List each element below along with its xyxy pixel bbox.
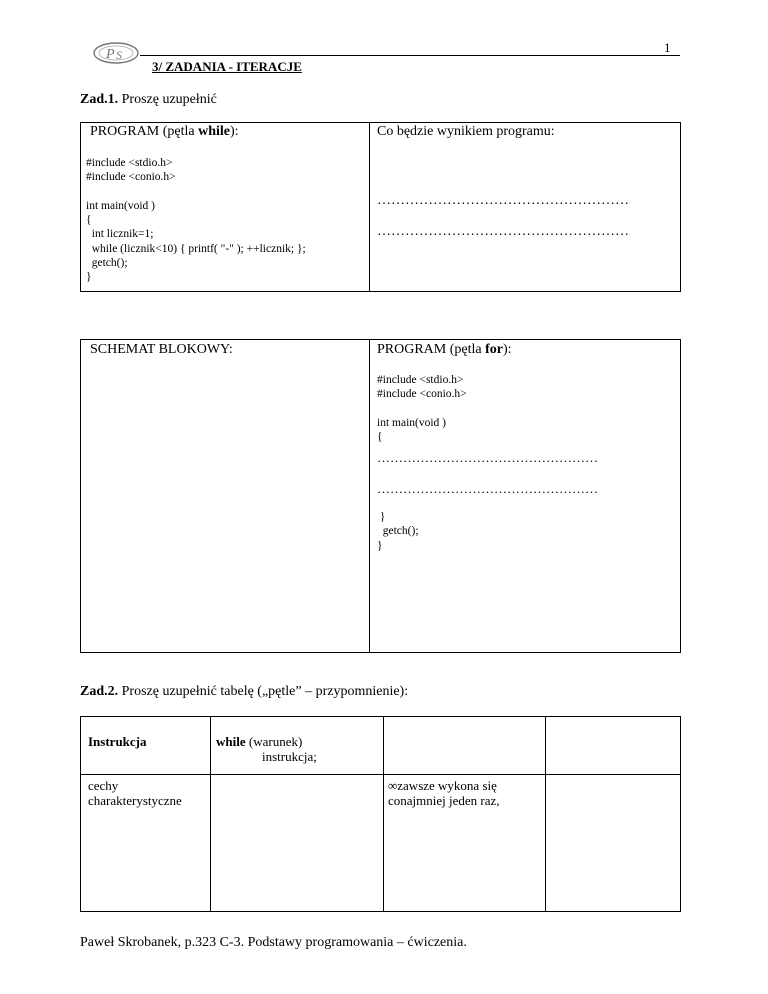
loops-table-col2 xyxy=(383,716,384,912)
loops-table-row-divider xyxy=(80,774,681,775)
for-program-header: PROGRAM (pętla for): xyxy=(377,342,512,357)
dowhile-feature-cell: ∞zawsze wykona się conajmniej jeden raz, xyxy=(388,778,500,808)
zad1-instruction: Proszę uzupełnić xyxy=(118,92,217,107)
svg-text:S: S xyxy=(116,48,122,62)
for-program-code-bottom: } getch(); } xyxy=(377,511,419,552)
result-answer-line-1[interactable]: ……………………………………………… xyxy=(377,193,629,208)
loops-table-col3 xyxy=(545,716,546,912)
result-header: Co będzie wynikiem programu: xyxy=(377,124,555,139)
for-answer-line-2[interactable]: …………………………………………… xyxy=(377,481,598,496)
zad1-table-bottom-divider xyxy=(369,339,370,653)
row-header-instrukcja: Instrukcja xyxy=(88,734,147,749)
zad1-title xyxy=(80,92,217,108)
for-answer-line-1[interactable]: …………………………………………… xyxy=(377,450,598,465)
zad1-label: Zad.1. xyxy=(80,92,119,107)
zad2-instruction: Proszę uzupełnić tabelę („pętle” – przypomnienie): xyxy=(118,684,409,699)
zad2-title xyxy=(80,684,408,700)
loops-table-col1 xyxy=(210,716,211,912)
page-number: 1 xyxy=(664,40,671,55)
svg-text:P: P xyxy=(106,47,115,62)
ps-logo-icon xyxy=(92,40,140,66)
footer-text: Paweł Skrobanek, p.323 C-3. Podstawy programowania – ćwiczenia. xyxy=(80,935,467,950)
flowchart-header: SCHEMAT BLOKOWY: xyxy=(90,342,233,357)
row-header-cechy: cechy charakterystyczne xyxy=(88,778,182,808)
zad1-table-top-divider xyxy=(369,122,370,292)
loops-table xyxy=(80,716,681,912)
result-answer-line-2[interactable]: ……………………………………………… xyxy=(377,224,629,239)
section-title: 3/ ZADANIA - ITERACJE xyxy=(152,59,302,74)
header-rule xyxy=(140,55,680,56)
while-syntax-cell: while (warunek) instrukcja; xyxy=(216,734,317,764)
for-program-code-top: #include <stdio.h> #include <conio.h> int main(void ) { xyxy=(377,374,467,444)
while-program-header: PROGRAM (pętla while): xyxy=(90,124,239,139)
while-program-code: #include <stdio.h> #include <conio.h> int main(void ) { int licznik=1; while (licznik<10) { printf( "-" ); ++licznik; }; getch(); } xyxy=(86,157,306,284)
zad2-label: Zad.2. xyxy=(80,684,119,699)
